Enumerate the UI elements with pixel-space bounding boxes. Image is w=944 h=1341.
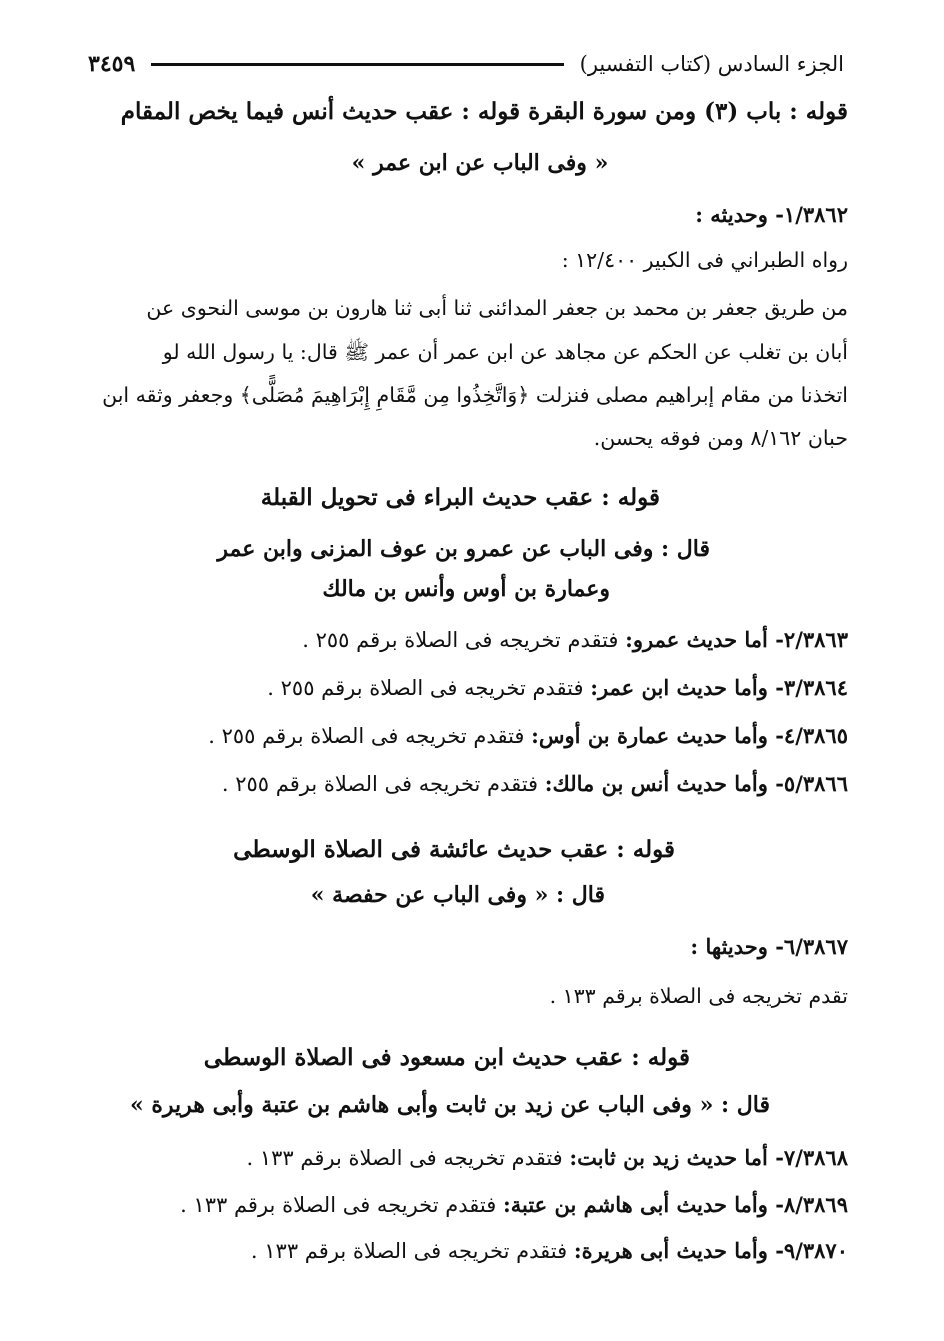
section-heading: قوله : باب (٣) ومن سورة البقرة قوله : عقب حديث أنس فيما يخص المقام [120,98,848,125]
entry-line [78,675,848,701]
text-line: تقدم تخريجه فى الصلاة برقم ١٣٣ . [549,984,848,1008]
entry-line [78,1192,848,1218]
text-line: اتخذنا من مقام إبراهيم مصلى فنزلت ﴿وَاتَّخِذُوا مِن مَّقَامِ إِبْرَاهِيمَ مُصَلًّى﴾ وجعفر وثقه ابن [102,383,848,407]
entry-id: ٥/٣٨٦٦- وأما حديث أنس بن مالك: [544,771,848,796]
running-head-title: الجزء السادس (كتاب التفسير) [579,52,844,76]
text-line: أبان بن تغلب عن الحكم عن مجاهد عن ابن عمر أن عمر ﷺ قال: يا رسول الله لو [162,340,848,364]
text-line: حبان ٨/١٦٢ ومن فوقه يحسن. [593,426,848,450]
text-line: من طريق جعفر بن محمد بن جعفر المدائنى ثنا أبى ثنا هارون بن موسى النحوى عن [146,296,848,320]
section-heading: قوله : عقب حديث ابن مسعود فى الصلاة الوسطى [203,1044,690,1071]
entry-text: فتقدم تخريجه فى الصلاة برقم ٢٥٥ . [267,676,584,700]
item-id: ١/٣٨٦٢- وحديثه : [695,202,848,227]
entry-line [78,627,848,653]
entry-text: فتقدم تخريجه فى الصلاة برقم ١٣٣ . [246,1146,563,1170]
entry-text: فتقدم تخريجه فى الصلاة برقم ١٣٣ . [180,1193,497,1217]
section-heading: قوله : عقب حديث عائشة فى الصلاة الوسطى [233,836,675,863]
entry-id: ٤/٣٨٦٥- وأما حديث عمارة بن أوس: [531,723,848,748]
entry-id: ٣/٣٨٦٤- وأما حديث ابن عمر: [590,675,848,700]
source-line: رواه الطبراني فى الكبير ١٢/٤٠٠ : [561,248,848,272]
section-heading: قوله : عقب حديث البراء فى تحويل القبلة [260,484,660,511]
entry-text: فتقدم تخريجه فى الصلاة برقم ٢٥٥ . [208,724,525,748]
entry-text: فتقدم تخريجه فى الصلاة برقم ٢٥٥ . [221,772,539,796]
entry-line [78,1145,848,1171]
entry-text: فتقدم تخريجه فى الصلاة برقم ٢٥٥ . [302,628,619,652]
page-number: ٣٤٥٩ [88,51,136,77]
entry-id: ٩/٣٨٧٠- وأما حديث أبى هريرة: [573,1238,848,1263]
item-id: ٦/٣٨٦٧- وحديثها : [690,934,848,959]
qala-line: وعمارة بن أوس وأنس بن مالك [322,576,610,602]
entry-id: ٨/٣٨٦٩- وأما حديث أبى هاشم بن عتبة: [502,1192,848,1217]
entry-id: ٧/٣٨٦٨- أما حديث زيد بن ثابت: [569,1145,848,1170]
entry-text: فتقدم تخريجه فى الصلاة برقم ١٣٣ . [250,1239,568,1263]
entry-line [78,771,848,797]
entry-id: ٢/٣٨٦٣- أما حديث عمرو: [625,627,848,652]
running-head [88,44,844,84]
entry-line [78,723,848,749]
header-rule [151,63,563,66]
qala-line: قال : وفى الباب عن عمرو بن عوف المزنى وابن عمر [217,536,710,562]
qala-line: قال : « وفى الباب عن زيد بن ثابت وأبى هاشم بن عتبة وأبى هريرة » [129,1092,770,1118]
section-subheading: « وفى الباب عن ابن عمر » [351,150,609,176]
qala-line: قال : « وفى الباب عن حفصة » [310,882,605,908]
entry-line [78,1238,848,1264]
